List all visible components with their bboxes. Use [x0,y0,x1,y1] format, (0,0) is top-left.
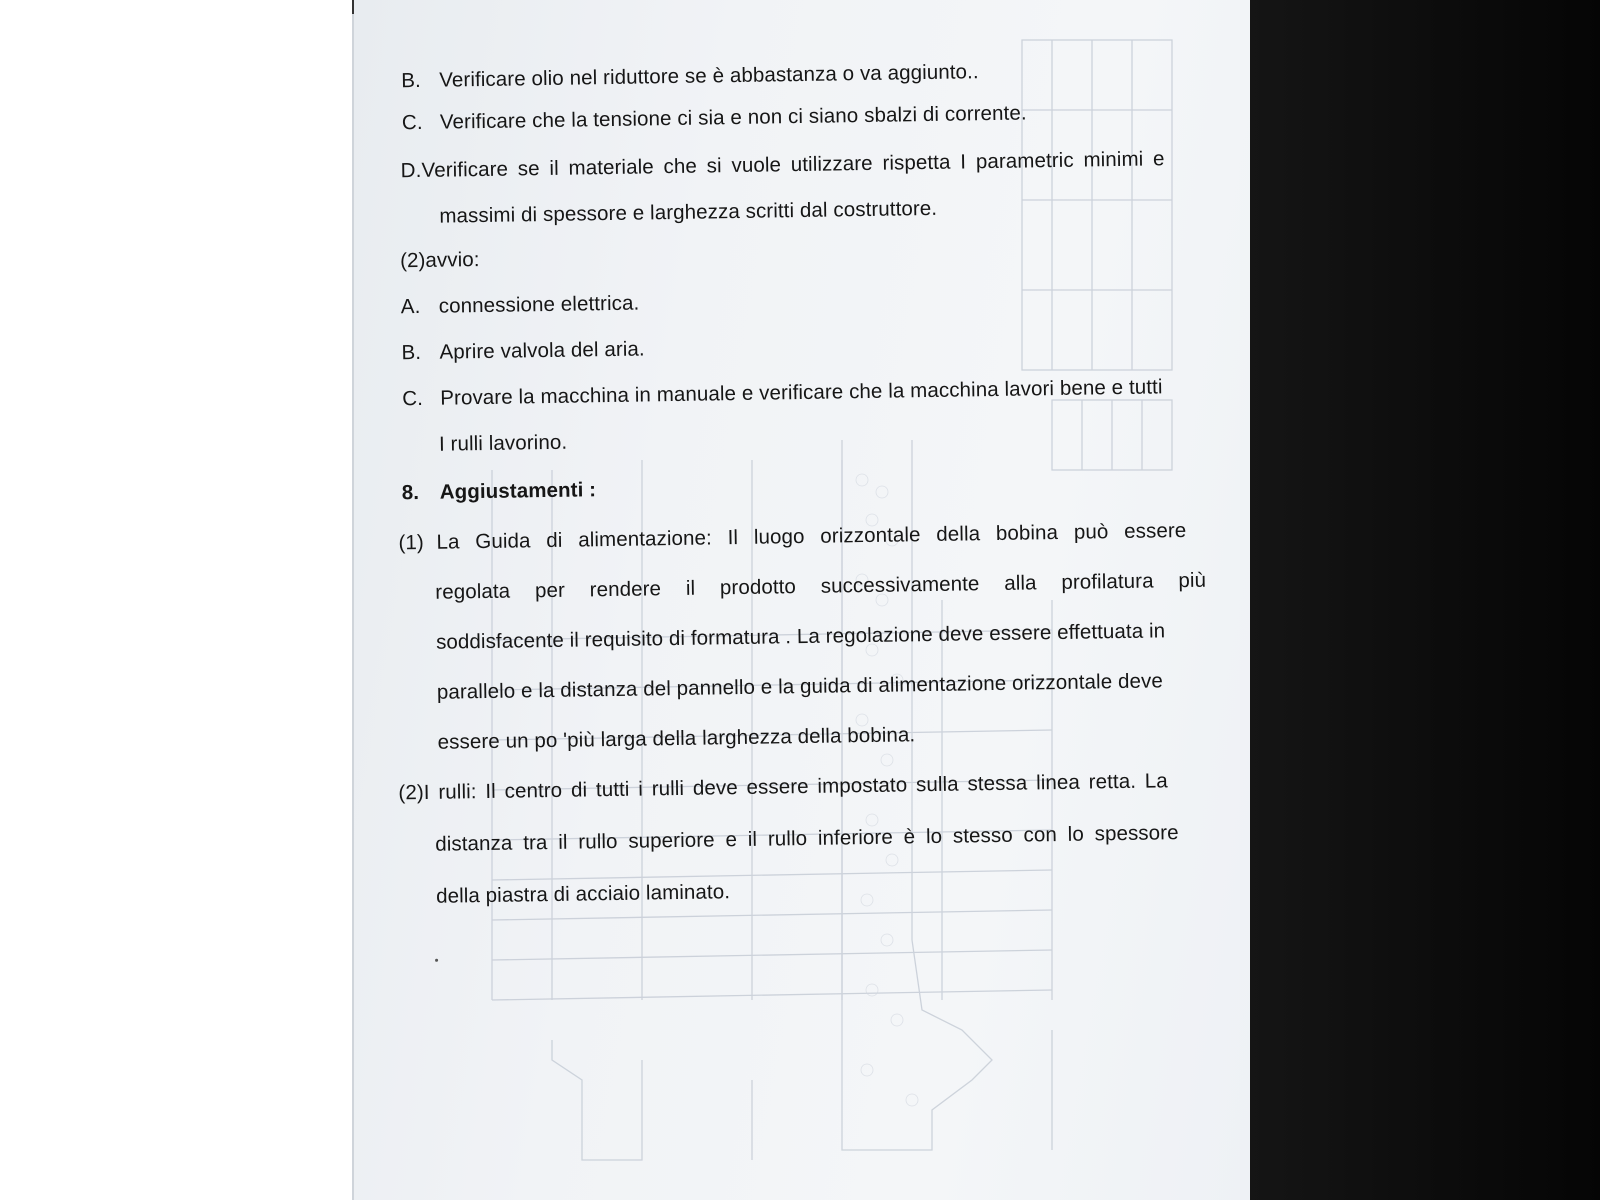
list-marker: (1) [398,530,425,555]
list-marker: C. [401,110,423,135]
text-line [398,519,1208,556]
text-line [436,619,1165,654]
text-line [439,197,937,229]
text-line [437,723,915,754]
text-line [439,431,568,457]
stray-dot [435,959,438,962]
continuation-text: della piastra di acciaio laminato. [435,880,731,908]
list-marker: C. [402,386,424,411]
list-marker: B. [401,68,422,93]
list-item-text: Verificare se il materiale che si vuole utilizzare rispetta I parametric minimi e [421,147,1165,182]
text-line [401,292,640,320]
list-item-text: Verificare che la tensione ci sia e non ci siano sbalzi di corrente. [439,101,1027,134]
list-item-text: connessione elettrica. [438,291,640,318]
text-line [435,569,1206,605]
text-line [401,60,979,93]
document-body [352,0,1250,1200]
list-marker: B. [401,340,422,365]
text-line [402,101,1027,135]
continuation-text: I rulli lavorino. [438,430,568,456]
continuation-text: massimi di spessore e larghezza scritti dal costruttore. [439,196,938,228]
text-line [401,337,645,365]
section-heading [400,248,480,273]
continuation-text: parallelo e la distanza del pannello e la guida di alimentazione orizzontale deve [436,669,1164,704]
text-line [402,375,1163,411]
background-left [0,0,352,1200]
list-item-text: Aprire valvola del aria. [439,337,645,364]
subsection-title: (2)avvio: [399,248,480,273]
text-line [398,769,1168,805]
list-marker: D. [400,158,422,183]
text-line [435,821,1179,857]
list-item-text: Provare la macchina in manuale e verificare che la macchina lavori bene e tutti [440,375,1163,410]
background-right [1250,0,1600,1200]
section-number: 8. [401,481,420,505]
paper-edge-mark [352,0,354,14]
list-marker: A. [400,294,421,319]
paper-sheet [352,0,1250,1200]
text-line [437,669,1163,704]
text-line [436,880,730,909]
list-item-text: (2)I rulli: Il centro di tutti i rulli deve essere impostato sulla stessa linea retta. La [398,769,1168,805]
continuation-text: essere un po 'più larga della larghezza della bobina. [437,723,916,754]
text-line [401,147,1165,183]
continuation-text: distanza tra il rullo superiore e il rullo inferiore è lo stesso con lo spessore [435,821,1179,856]
continuation-text: regolata per rendere il prodotto successivamente alla profilatura più [435,568,1207,604]
continuation-text: soddisfacente il requisito di formatura . La regolazione deve essere effettuata in [435,619,1166,654]
section-heading [402,478,597,505]
list-item-text: La Guida di alimentazione: Il luogo orizzontale della bobina può essere [436,518,1187,554]
section-title: Aggiustamenti : [439,478,597,504]
list-item-text: Verificare olio nel riduttore se è abbastanza o va aggiunto.. [439,60,979,92]
